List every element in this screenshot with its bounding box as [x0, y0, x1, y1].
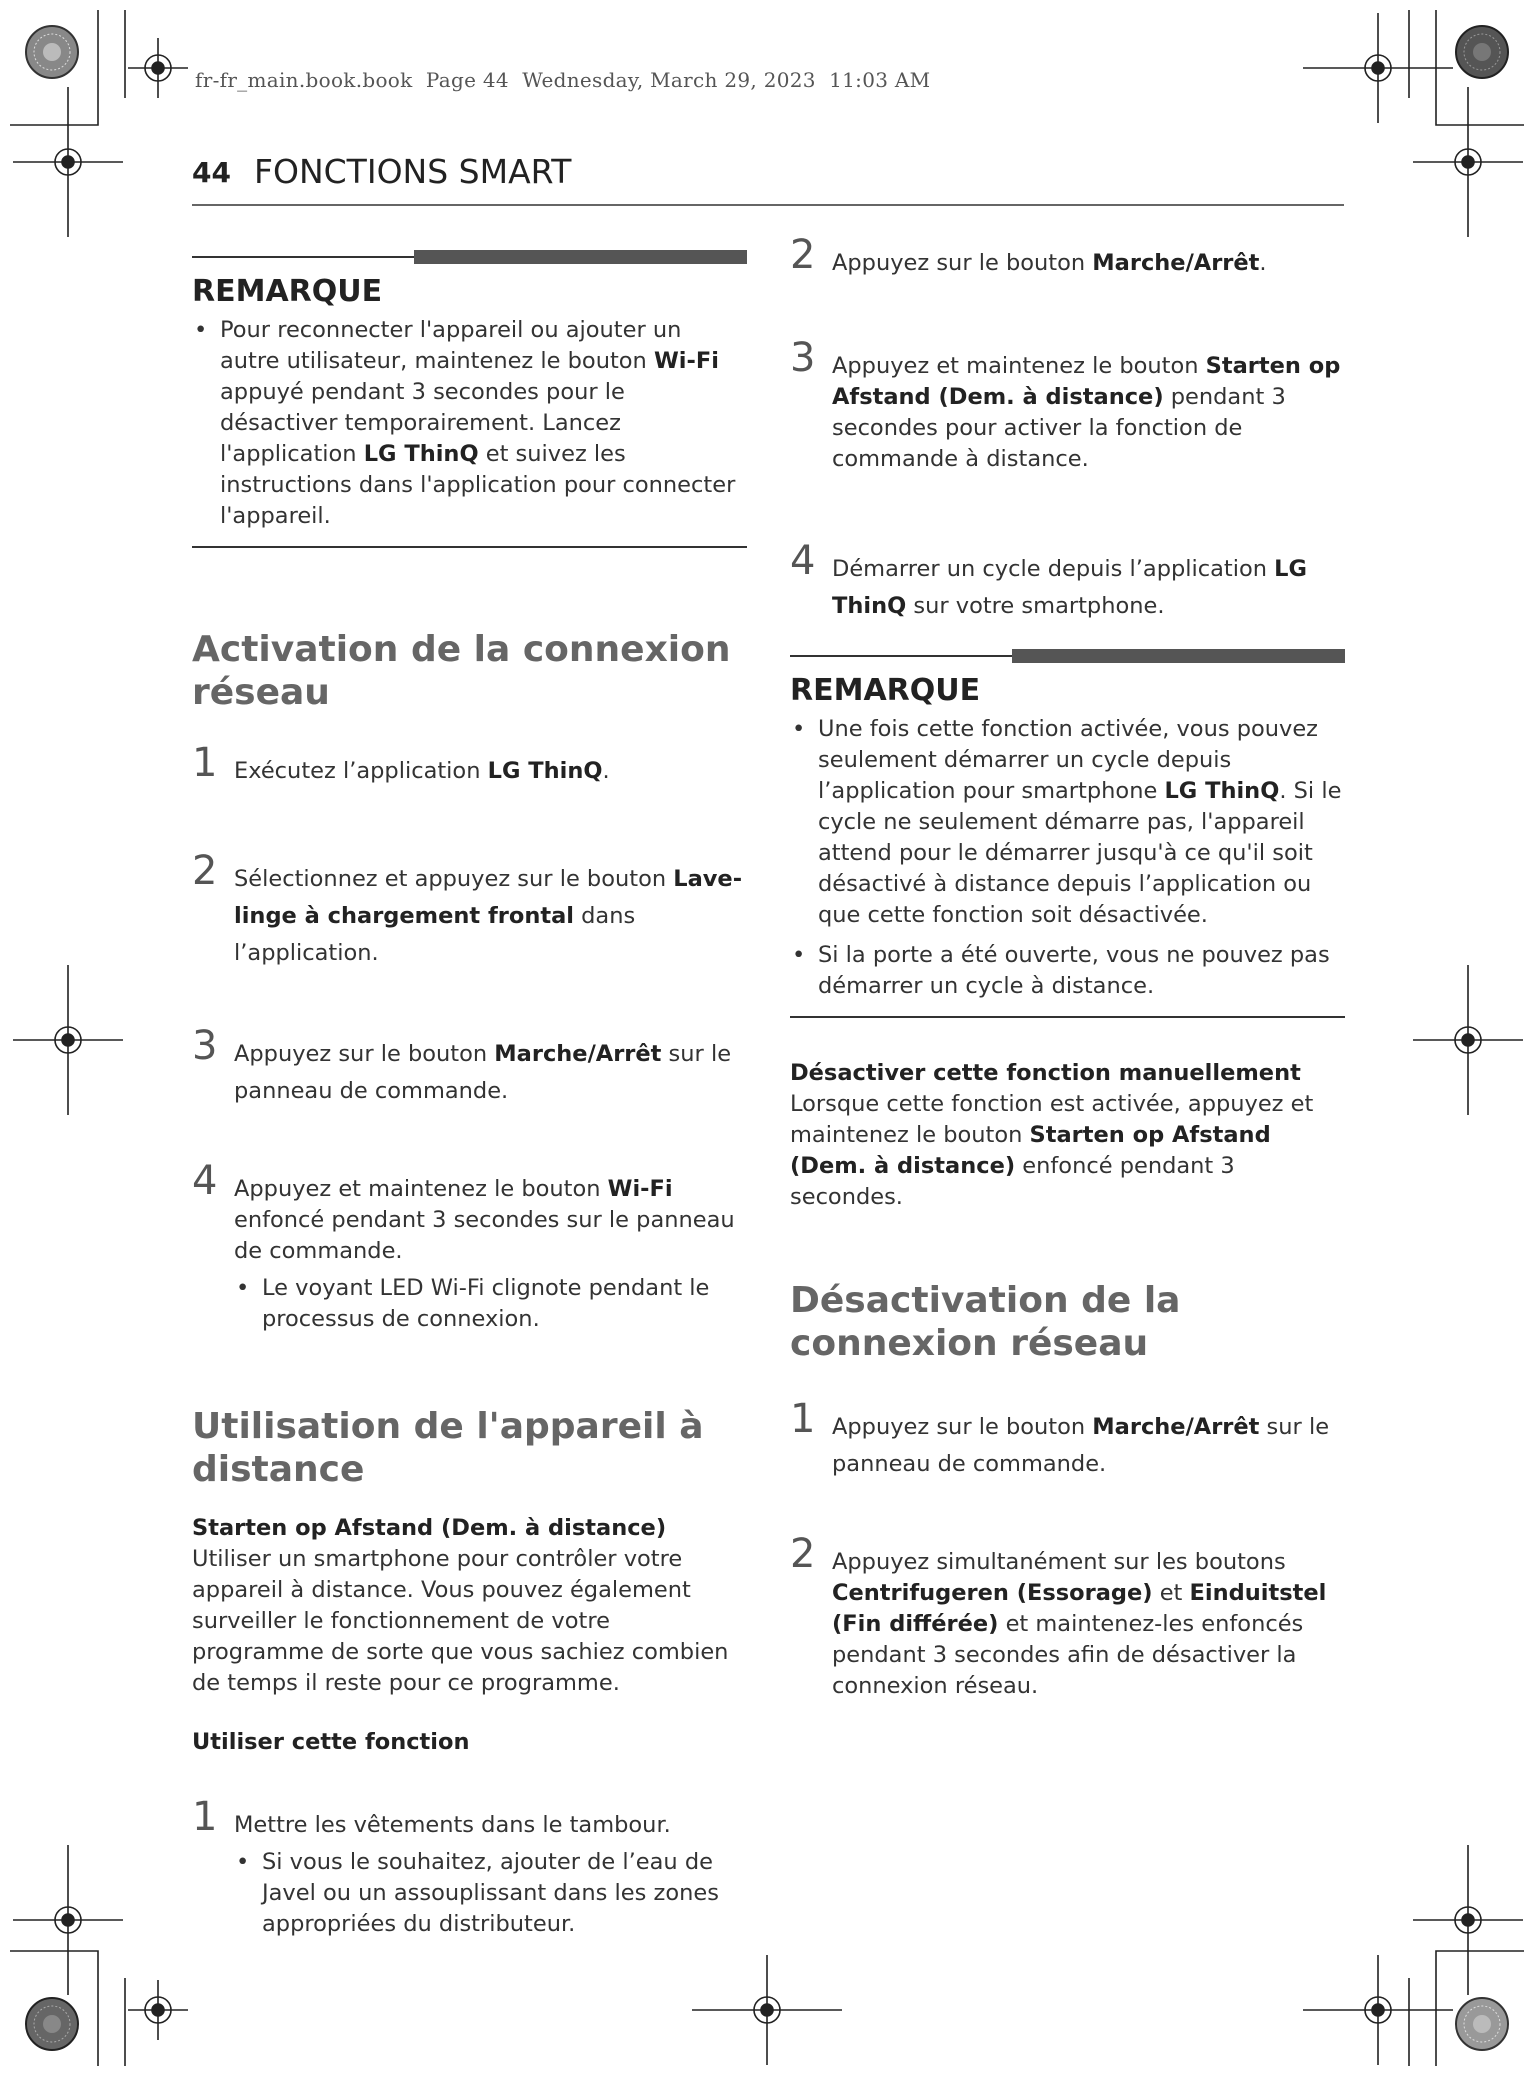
use-step-4: 4 Démarrer un cycle depuis l’application LG ThinQ sur votre smartphone.	[790, 538, 1307, 619]
deactivation-step-1: 1 Appuyez sur le bouton Marche/Arrêt sur le panneau de commande.	[790, 1396, 1330, 1477]
manual-disable-heading: Désactiver cette fonction manuellement	[790, 1060, 1301, 1086]
section-heading-remote: Utilisation de l'appareil à distance	[192, 1406, 704, 1490]
note-title: REMARQUE	[790, 673, 981, 708]
activation-step-1: 1 Exécutez l’application LG ThinQ.	[192, 740, 610, 786]
remote-description: Utiliser un smartphone pour contrôler votre appareil à distance. Vous pouvez également surveiller le fonctionnement de votre programme de sorte que vous sachiez combien de temps il reste pour ce programme.	[192, 1546, 729, 1696]
book-info-line: fr-fr_main.book.book Page 44 Wednesday, March 29, 2023 11:03 AM	[195, 68, 931, 92]
section-heading-activation: Activation de la connexion réseau	[192, 629, 731, 713]
activation-step-4: 4 Appuyez et maintenez le bouton Wi-Fi enfoncé pendant 3 secondes sur le panneau de commande. • Le voyant LED Wi-Fi clignote pendant le processus de connexion.	[192, 1174, 747, 1335]
page-title: FONCTIONS SMART	[254, 152, 572, 191]
page-header	[192, 150, 1344, 206]
note-bullet: • Pour reconnecter l'appareil ou ajouter un autre utilisateur, maintenez le bouton Wi-Fi appuyé pendant 3 secondes pour le désactiver temporairement. Lancez l'application LG ThinQ et suivez les instructions dans l'application pour connecter l'appareil.	[192, 315, 747, 532]
use-step-3: 3 Appuyez et maintenez le bouton Starten op Afstand (Dem. à distance) pendant 3 secondes pour activer la fonction de commande à distance.	[790, 335, 1341, 472]
use-step-2: 2 Appuyez sur le bouton Marche/Arrêt.	[790, 232, 1267, 278]
note-bullet: • Si la porte a été ouverte, vous ne pouvez pas démarrer un cycle à distance.	[790, 940, 1345, 1002]
right-column	[790, 232, 1345, 1702]
activation-step-2: 2 Sélectionnez et appuyez sur le bouton Lave-linge à chargement frontal dans l’application.	[192, 848, 743, 966]
deactivation-step-2: 2 Appuyez simultanément sur les boutons Centrifugeren (Essorage) et Einduitstel (Fin différée) et maintenez-les enfoncés pendant 3 secondes afin de désactiver la connexion réseau.	[790, 1531, 1327, 1699]
section-heading-deactivation: Désactivation de la connexion réseau	[790, 1280, 1181, 1364]
step-bullet: • Si vous le souhaitez, ajouter de l’eau de Javel ou un assouplissant dans les zones appropriées du distributeur.	[234, 1847, 747, 1940]
note-bullet: • Une fois cette fonction activée, vous pouvez seulement démarrer un cycle depuis l’application pour smartphone LG ThinQ. Si le cycle ne seulement démarre pas, l'appareil attend pour le démarrer jusqu'à ce qu'il soit désactivé à distance depuis l’application ou que cette fonction soit désactivée.	[790, 714, 1345, 931]
use-step-1: 1 Mettre les vêtements dans le tambour. • Si vous le souhaitez, ajouter de l’eau de Javel ou un assouplissant dans les zones appropriées du distributeur.	[192, 1810, 747, 1940]
step-bullet: • Le voyant LED Wi-Fi clignote pendant le processus de connexion.	[234, 1273, 747, 1335]
use-function-heading: Utiliser cette fonction	[192, 1729, 470, 1755]
note-title: REMARQUE	[192, 274, 383, 309]
remote-subheading: Starten op Afstand (Dem. à distance)	[192, 1515, 667, 1541]
note-box	[192, 256, 747, 548]
activation-step-3: 3 Appuyez sur le bouton Marche/Arrêt sur le panneau de commande.	[192, 1023, 732, 1104]
note-box	[790, 655, 1345, 1018]
manual-disable-text: Lorsque cette fonction est activée, appuyez et maintenez le bouton Starten op Afstand (Dem. à distance) enfoncé pendant 3 secondes.	[790, 1091, 1314, 1210]
page-number: 44	[192, 156, 231, 189]
left-column	[192, 256, 747, 1940]
